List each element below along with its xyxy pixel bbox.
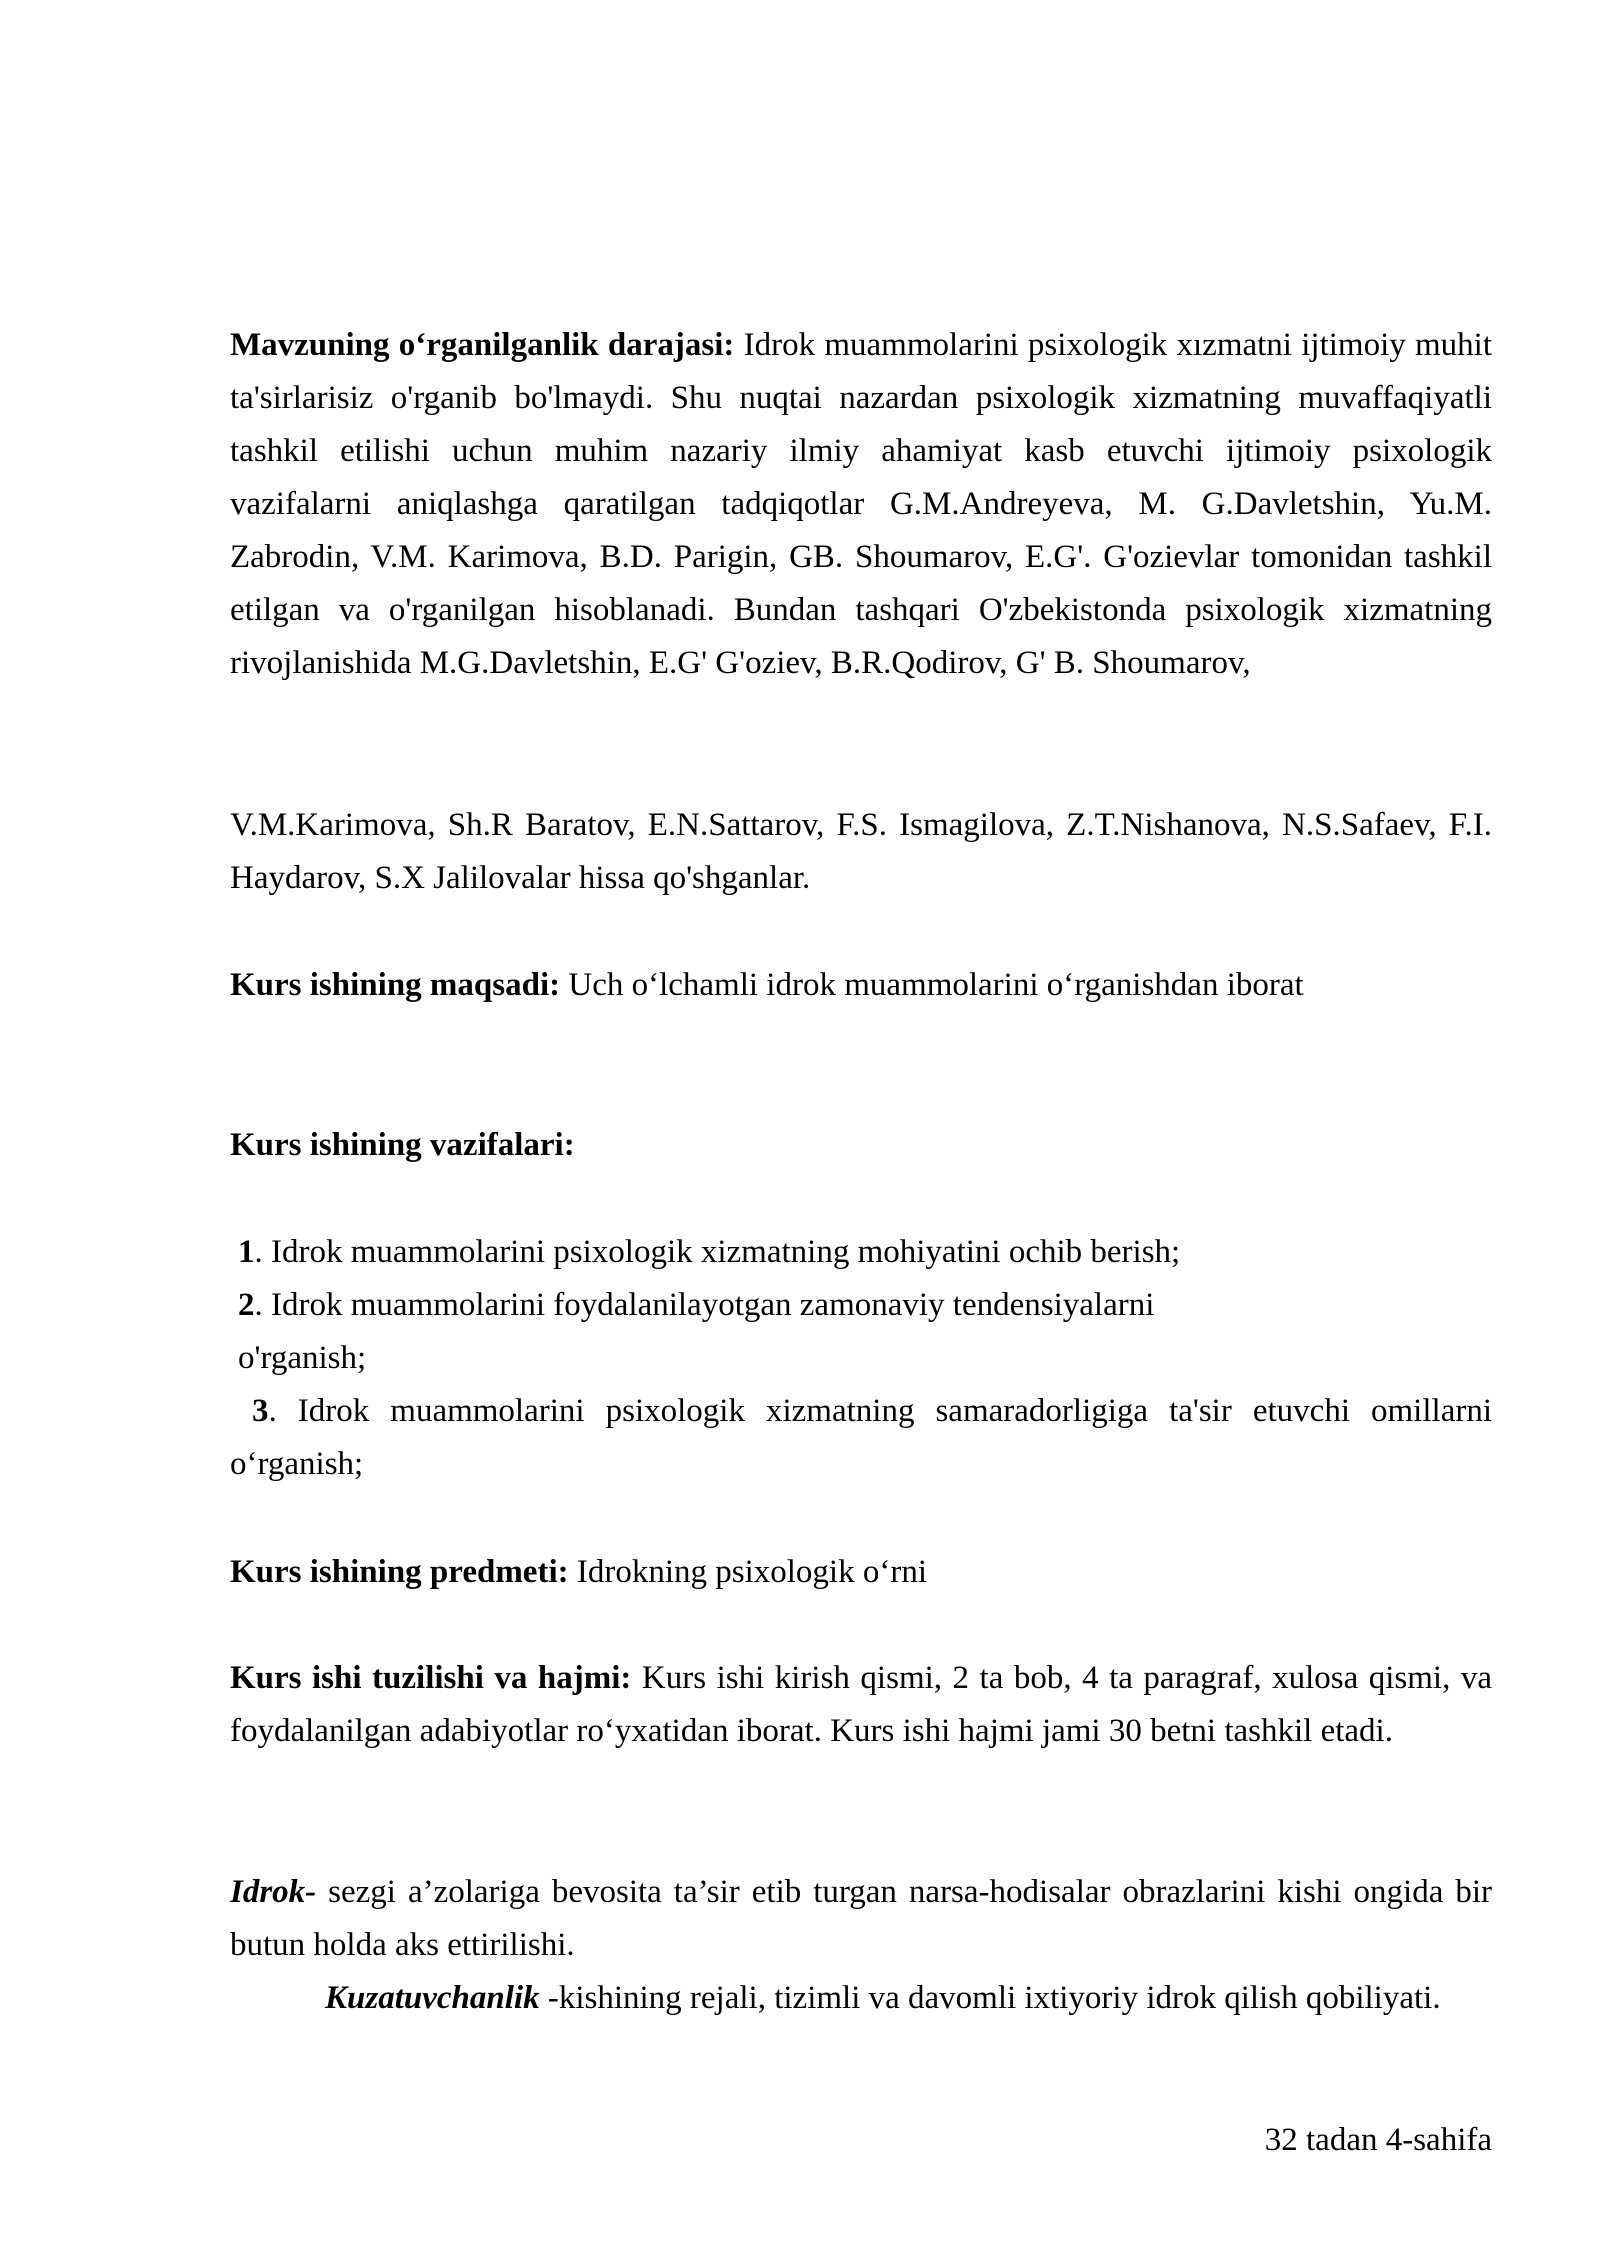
list-item bbox=[230, 1279, 1492, 1332]
tasks-heading-text: Kurs ishining vazifalari: bbox=[230, 1127, 575, 1163]
list-item-number: 1 bbox=[238, 1234, 255, 1270]
goal-paragraph bbox=[230, 959, 1492, 1012]
goal-heading: Kurs ishining maqsadi: bbox=[230, 967, 561, 1003]
degree-continuation-text: V.M.Karimova, Sh.R Baratov, E.N.Sattarov, F.S. Ismagilova, Z.T.Nishanova, N.S.Safaev, F.I. Haydarov, S.X Jalilovalar hissa qo'shganlar. bbox=[230, 807, 1492, 896]
definition-kuzatuvchanlik bbox=[230, 1972, 1492, 2025]
subject-paragraph bbox=[230, 1546, 1492, 1599]
subject-heading: Kurs ishining predmeti: bbox=[230, 1554, 569, 1590]
definition-idrok bbox=[230, 1866, 1492, 1972]
list-item-text: . Idrok muammolarini foydalanilayotgan zamonaviy tendensiyalarni bbox=[254, 1287, 1155, 1323]
structure-paragraph bbox=[230, 1652, 1492, 1758]
degree-paragraph bbox=[230, 319, 1492, 690]
structure-text: Kurs ishi kirish qismi, 2 ta bob, 4 ta paragraf, xulosa qismi, va foydalanilgan adabiyotlar ro‘yxatidan iborat. Kurs ishi hajmi jami 30 betni tashkil etadi. bbox=[230, 1660, 1492, 1749]
subject-text: Idrokning psixologik o‘rni bbox=[568, 1554, 928, 1590]
definition-term: Idrok- bbox=[230, 1874, 317, 1910]
list-item bbox=[230, 1385, 1492, 1491]
definition-text: -kishining rejali, tizimli va davomli ixtiyoriy idrok qilish qobiliyati. bbox=[539, 1980, 1441, 2016]
degree-text: Idrok muammolarini psixologik xızmatni ijtimoiy muhit ta'sirlarisiz o'rganib bo'lmaydi. Shu nuqtai nazardan psixologik xizmatning muvaffaqiyatli tashkil etilishi uchun muhim nazariy ilmiy ahamiyat kasb etuvchi ijtimoiy psixologik vazifalarni aniqlashga qaratilgan tadqiqotlar G.M.Andreyeva, M. G.Davletshin, Yu.M. Zabrodin, V.M. Karimova, B.D. Parigin, GB. Shoumarov, E.G'. G'ozievlar tomonidan tashkil etilgan va o'rganilgan hisoblanadi. Bundan tashqari O'zbekistonda psixologik xizmatning rivojlanishida M.G.Davletshin, E.G' G'oziev, B.R.Qodirov, G' B. Shoumarov, bbox=[230, 327, 1492, 681]
tasks-heading bbox=[230, 1119, 1492, 1172]
structure-heading: Kurs ishi tuzilishi va hajmi: bbox=[230, 1660, 632, 1696]
definition-term: Kuzatuvchanlik bbox=[325, 1980, 540, 2016]
list-item-number: 2 bbox=[238, 1287, 255, 1323]
list-item-text: . Idrok muammolarini psixologik xizmatning samaradorligiga ta'sir etuvchi omillarni o‘rganish; bbox=[230, 1393, 1492, 1482]
degree-heading: Mavzuning o‘rganilganlik darajasi: bbox=[230, 327, 735, 363]
degree-continuation bbox=[230, 799, 1492, 905]
page-number: 32 tadan 4-sahifa bbox=[1264, 2122, 1492, 2158]
goal-text: Uch o‘lchamli idrok muammolarini o‘rganishdan iborat bbox=[560, 967, 1304, 1003]
definition-text: sezgi a’zolariga bevosita ta’sir etib turgan narsa-hodisalar obrazlarini kishi ongida bir butun holda aks ettirilishi. bbox=[230, 1874, 1492, 1963]
list-item-number: 3 bbox=[252, 1393, 269, 1429]
list-item-text: . Idrok muammolarini psixologik xizmatning mohiyatini ochib berish; bbox=[254, 1234, 1181, 1270]
list-item bbox=[230, 1226, 1492, 1279]
tasks-list bbox=[230, 1226, 1492, 1491]
list-item-continuation: o'rganish; bbox=[238, 1340, 367, 1376]
